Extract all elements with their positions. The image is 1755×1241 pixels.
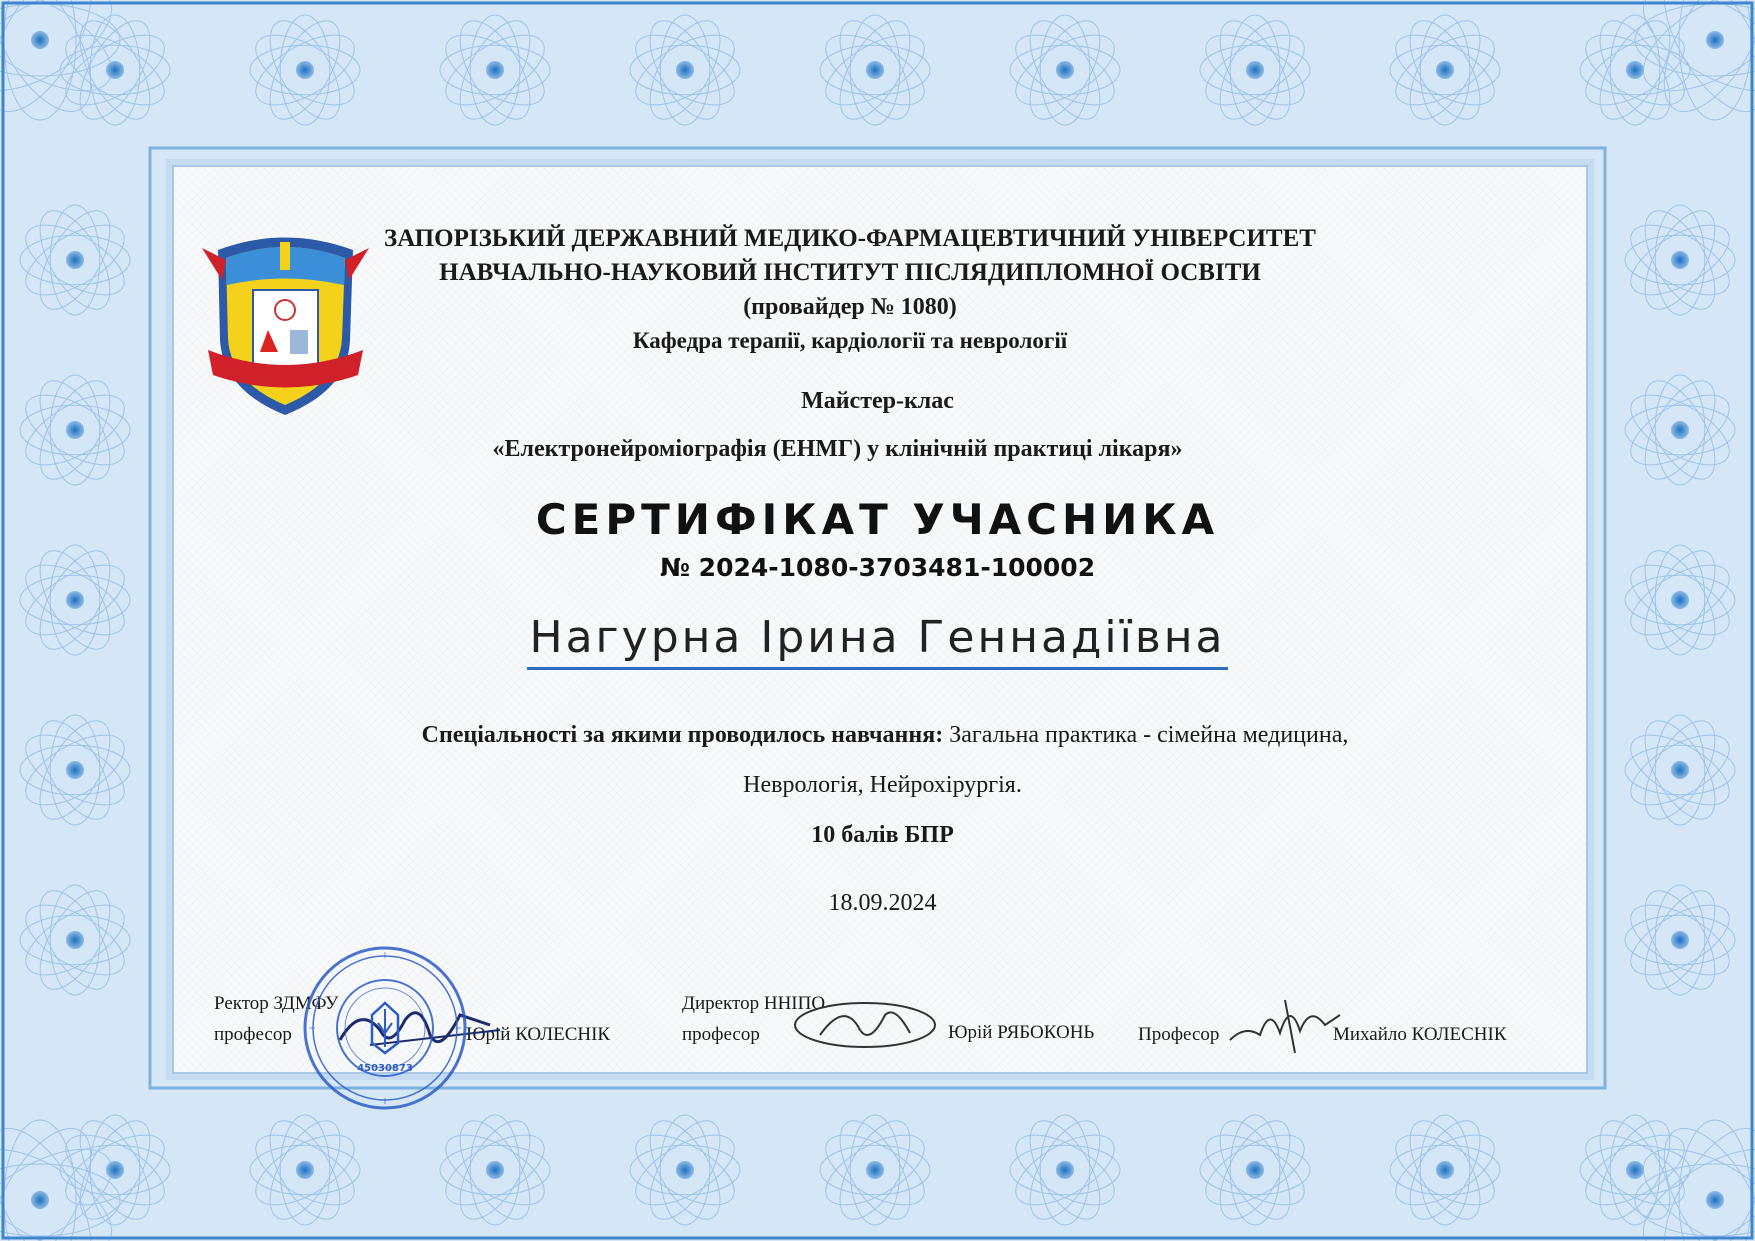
guilloche-star (1626, 1161, 1644, 1179)
signature-2 (790, 995, 940, 1055)
signatory-1-position: Ректор ЗДМФУ (214, 993, 339, 1014)
signatory-3-name: Михайло КОЛЕСНІК (1333, 1024, 1507, 1045)
guilloche-star (1246, 1161, 1264, 1179)
participant-name-block (0, 612, 1755, 663)
guilloche-star (31, 31, 49, 49)
provider-number: (провайдер № 1080) (743, 294, 957, 320)
guilloche-star (1246, 61, 1264, 79)
signatory-2-position: Директор ННІПО (682, 993, 826, 1014)
official-stamp (300, 943, 470, 1113)
guilloche-star (1706, 31, 1724, 49)
guilloche-star (486, 61, 504, 79)
guilloche-star (66, 931, 84, 949)
guilloche-star (676, 1161, 694, 1179)
signatory-2-title: професор (682, 1024, 760, 1045)
guilloche-star (866, 61, 884, 79)
guilloche-star (1671, 591, 1689, 609)
event-title: «Електронейроміографія (ЕНМГ) у клінічній практиці лікаря» (492, 436, 1183, 462)
guilloche-star (1056, 1161, 1074, 1179)
signatory-3-title: Професор (1138, 1024, 1220, 1045)
guilloche-star (1671, 931, 1689, 949)
guilloche-star (486, 1161, 504, 1179)
guilloche-star (1056, 61, 1074, 79)
guilloche-star (1706, 1191, 1724, 1209)
guilloche-star (1436, 1161, 1454, 1179)
guilloche-star (1436, 61, 1454, 79)
certificate-number: № 2024-1080-3703481-100002 (659, 553, 1096, 582)
guilloche-star (296, 1161, 314, 1179)
specialties-label: Спеціальності за якими проводилось навчання: (421, 722, 944, 748)
guilloche-star (1626, 61, 1644, 79)
specialties-line1 (15, 722, 1755, 749)
event-type: Майстер-клас (801, 388, 954, 414)
institute-name: НАВЧАЛЬНО-НАУКОВИЙ ІНСТИТУТ ПІСЛЯДИПЛОМНОЇ ОСВІТИ (439, 259, 1261, 286)
guilloche-star (66, 591, 84, 609)
guilloche-star (676, 61, 694, 79)
university-name: ЗАПОРІЗЬКИЙ ДЕРЖАВНИЙ МЕДИКО-ФАРМАЦЕВТИЧНИЙ УНІВЕРСИТЕТ (384, 225, 1316, 252)
participant-name: Нагурна Ірина Геннадіївна (527, 612, 1227, 670)
stamp-code: 45030873 (357, 1063, 413, 1074)
certificate-title: СЕРТИФІКАТ УЧАСНИКА (535, 495, 1220, 544)
guilloche-star (1671, 251, 1689, 269)
guilloche-star (106, 61, 124, 79)
guilloche-star (296, 61, 314, 79)
department-name: Кафедра терапії, кардіології та неврології (632, 328, 1068, 353)
cpd-points: 10 балів БПР (811, 822, 954, 848)
guilloche-star (866, 1161, 884, 1179)
guilloche-star (31, 1191, 49, 1209)
guilloche-star (66, 251, 84, 269)
specialties-value-1: Загальна практика - сімейна медицина, (949, 722, 1349, 748)
guilloche-star (106, 1161, 124, 1179)
specialties-line2: Неврологія, Нейрохірургія. (743, 772, 1022, 798)
issue-date: 18.09.2024 (828, 890, 937, 916)
signatory-1-title: професор (214, 1024, 292, 1045)
signature-3 (1225, 995, 1345, 1055)
signatory-2-name: Юрій РЯБОКОНЬ (948, 1022, 1095, 1043)
signatory-1-name: Юрій КОЛЕСНІК (466, 1024, 611, 1045)
institution-header (200, 222, 1500, 358)
